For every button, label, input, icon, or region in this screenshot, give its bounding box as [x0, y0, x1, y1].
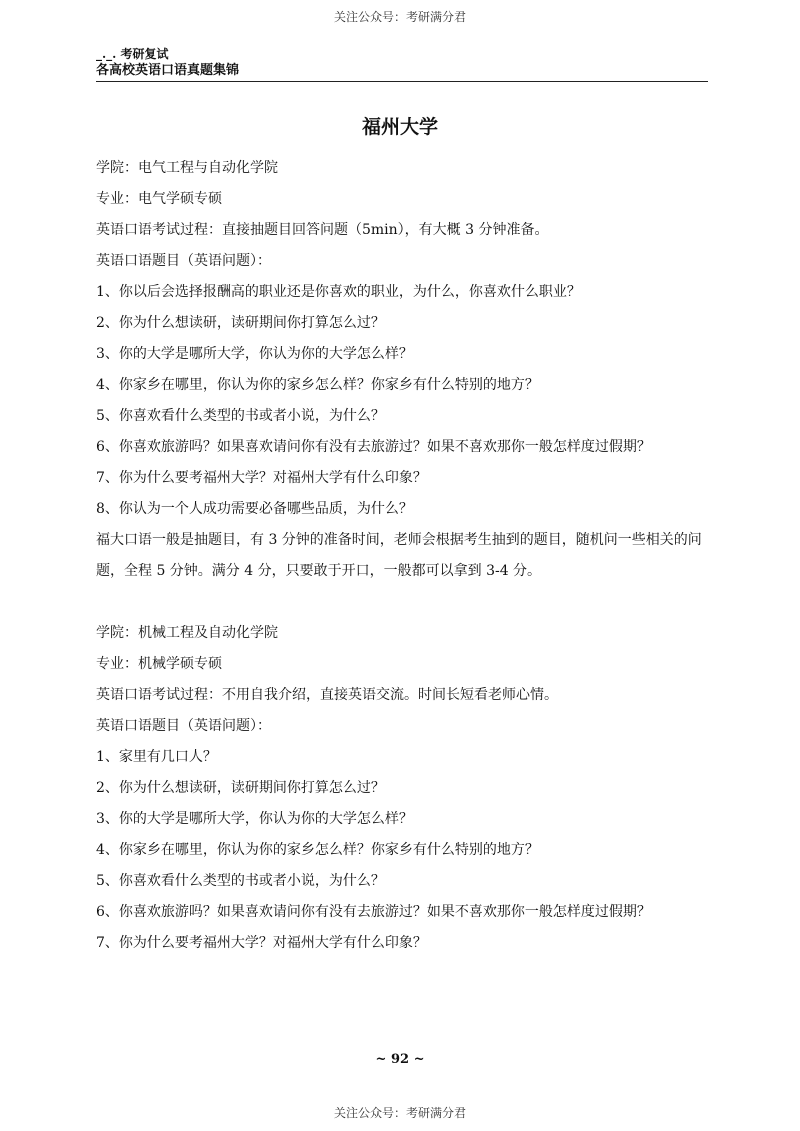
- question-item: 4、你家乡在哪里，你认为你的家乡怎么样？你家乡有什么特别的地方？: [96, 377, 539, 393]
- watermark-bottom: 关注公众号：考研满分君: [333, 1106, 466, 1120]
- question-item: 5、你喜欢看什么类型的书或者小说，为什么？: [96, 408, 385, 424]
- question-item: 2、你为什么想读研，读研期间你打算怎么过？: [96, 315, 385, 331]
- college-line: 学院：机械工程及自动化学院: [96, 625, 278, 641]
- question-item: 3、你的大学是哪所大学，你认为你的大学怎么样？: [96, 811, 413, 827]
- questions-heading: 英语口语题目（英语问题）：: [96, 718, 271, 734]
- questions-heading: 英语口语题目（英语问题）：: [96, 253, 271, 269]
- exam-process: 英语口语考试过程：直接抽题目回答问题（5min），有大概 3 分钟准备。: [96, 222, 549, 238]
- header-divider: [96, 81, 708, 82]
- section-spacer: [96, 587, 708, 618]
- section-mechanical: [96, 618, 708, 959]
- exam-process: 英语口语考试过程：不用自我介绍，直接英语交流。时间长短看老师心情。: [96, 687, 558, 703]
- question-item: 4、你家乡在哪里，你认为你的家乡怎么样？你家乡有什么特别的地方？: [96, 842, 539, 858]
- header-title: 各高校英语口语真题集锦: [96, 63, 240, 78]
- question-item: 6、你喜欢旅游吗？如果喜欢请问你有没有去旅游过？如果不喜欢那你一般怎样度过假期？: [96, 904, 651, 920]
- major-line: 专业：电气学硕专硕: [96, 191, 222, 207]
- page-header: [96, 46, 708, 82]
- question-item: 7、你为什么要考福州大学？对福州大学有什么印象？: [96, 935, 427, 951]
- question-item: 6、你喜欢旅游吗？如果喜欢请问你有没有去旅游过？如果不喜欢那你一般怎样度过假期？: [96, 439, 651, 455]
- page-title: 福州大学: [361, 116, 438, 138]
- document-body: [96, 153, 708, 959]
- watermark-top: 关注公众号：考研满分君: [333, 10, 466, 24]
- section-electrical: [96, 153, 708, 587]
- question-item: 1、你以后会选择报酬高的职业还是你喜欢的职业，为什么，你喜欢什么职业？: [96, 284, 581, 300]
- question-item: 2、你为什么想读研，读研期间你打算怎么过？: [96, 780, 385, 796]
- exam-note: 福大口语一般是抽题目，有 3 分钟的准备时间，老师会根据考生抽到的题目，随机问一些相关的问题，全程 5 分钟。满分 4 分，只要敢于开口，一般都可以拿到 3-4 分。: [96, 532, 702, 579]
- page-number: ~ 92 ~: [375, 1052, 425, 1067]
- college-line: 学院：电气工程与自动化学院: [96, 160, 278, 176]
- question-item: 7、你为什么要考福州大学？对福州大学有什么印象？: [96, 470, 427, 486]
- header-subtitle: _._. 考研复试: [96, 47, 169, 61]
- question-item: 1、家里有几口人？: [96, 749, 217, 765]
- major-line: 专业：机械学硕专硕: [96, 656, 222, 672]
- question-item: 5、你喜欢看什么类型的书或者小说，为什么？: [96, 873, 385, 889]
- question-item: 8、你认为一个人成功需要必备哪些品质，为什么？: [96, 501, 413, 517]
- question-item: 3、你的大学是哪所大学，你认为你的大学怎么样？: [96, 346, 413, 362]
